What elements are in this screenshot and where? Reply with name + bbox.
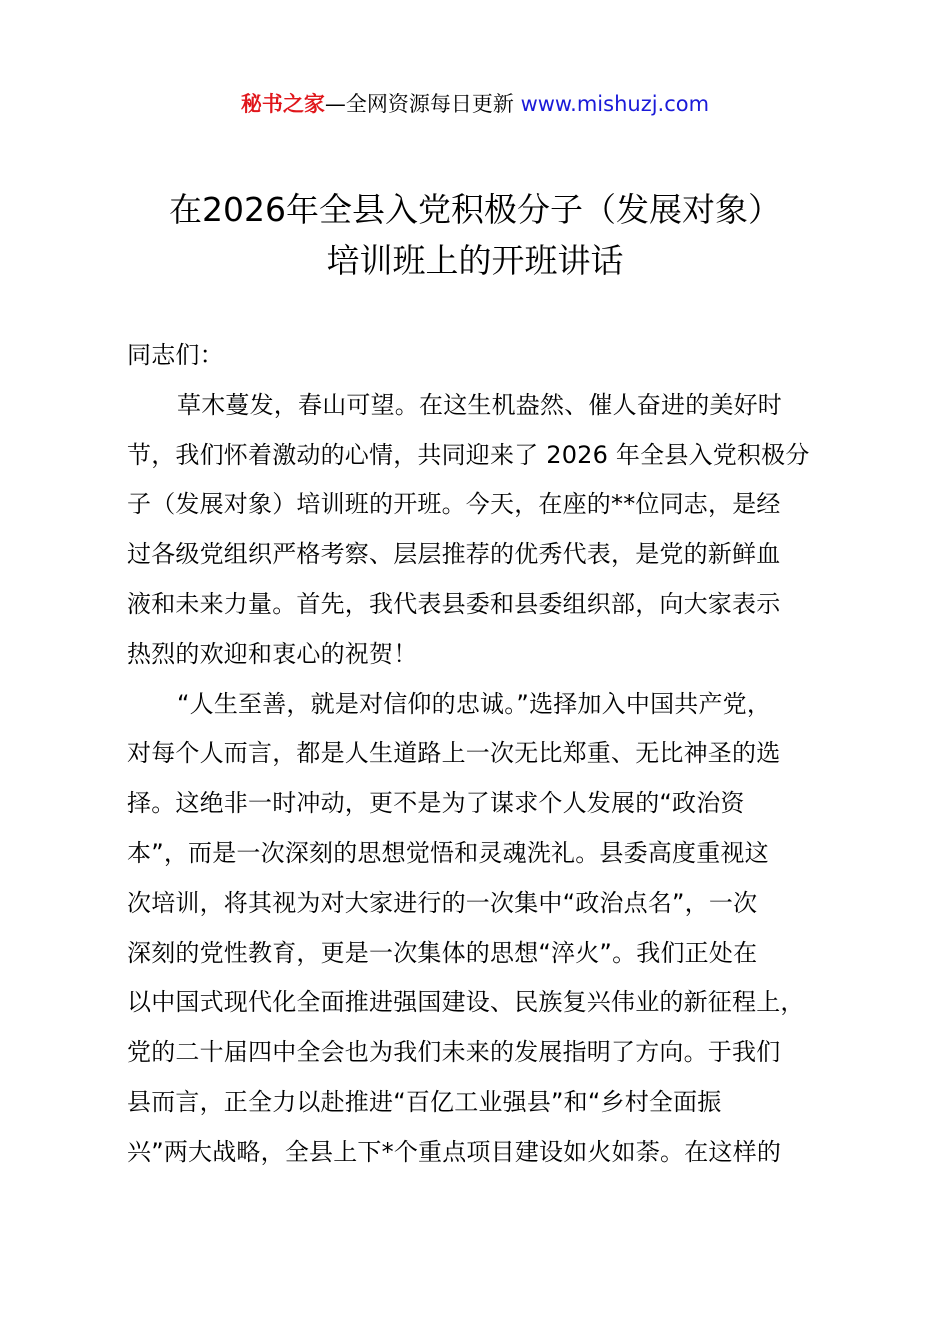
paragraph-line: 节，我们怀着激动的心情，共同迎来了 2026 年全县入党积极分 bbox=[127, 440, 810, 469]
paragraph bbox=[127, 388, 867, 687]
paragraph-line: 以中国式现代化全面推进强国建设、民族复兴伟业的新征程上， bbox=[127, 988, 805, 1017]
header-tagline: —全网资源每日更新 bbox=[324, 92, 514, 116]
paragraph-line: 对每个人而言，都是人生道路上一次无比郑重、无比神圣的选 bbox=[127, 739, 781, 768]
paragraph-line: 择。这绝非一时冲动，更不是为了谋求个人发展的“政治资 bbox=[127, 789, 745, 818]
document-title-line-1: 在2026年全县入党积极分子（发展对象） bbox=[169, 190, 781, 229]
paragraph-line: 液和未来力量。首先，我代表县委和县委组织部，向大家表示 bbox=[127, 589, 781, 618]
brand-name: 秘书之家 bbox=[240, 92, 325, 116]
paragraph-line: 本”，而是一次深刻的思想觉悟和灵魂洗礼。县委高度重视这 bbox=[127, 838, 769, 867]
paragraph bbox=[127, 687, 867, 1185]
document-title-line-2: 培训班上的开班讲话 bbox=[326, 241, 624, 280]
paragraph-line: “人生至善，就是对信仰的忠诚。”选择加入中国共产党， bbox=[177, 689, 772, 718]
document-body bbox=[127, 338, 867, 1185]
paragraph-line: 过各级党组织严格考察、层层推荐的优秀代表，是党的新鲜血 bbox=[127, 540, 781, 569]
paragraph-line: 热烈的欢迎和衷心的祝贺！ bbox=[127, 639, 418, 668]
paragraph-line: 党的二十届四中全会也为我们未来的发展指明了方向。于我们 bbox=[127, 1038, 781, 1067]
paragraph-line: 县而言，正全力以赴推进“百亿工业强县”和“乡村全面振 bbox=[127, 1087, 722, 1116]
site-header bbox=[0, 88, 950, 118]
paragraph-line: 深刻的党性教育，更是一次集体的思想“淬火”。我们正处在 bbox=[127, 938, 758, 967]
salutation: 同志们： bbox=[127, 341, 224, 369]
site-url-link[interactable]: www.mishuzj.com bbox=[520, 92, 710, 116]
paragraph-line: 草木蔓发，春山可望。在这生机盎然、催人奋进的美好时 bbox=[177, 390, 782, 419]
paragraph-line: 兴”两大战略，全县上下*个重点项目建设如火如荼。在这样的 bbox=[127, 1137, 782, 1166]
paragraph-line: 次培训，将其视为对大家进行的一次集中“政治点名”，一次 bbox=[127, 888, 758, 917]
paragraph-line: 子（发展对象）培训班的开班。今天，在座的**位同志，是经 bbox=[127, 490, 781, 519]
